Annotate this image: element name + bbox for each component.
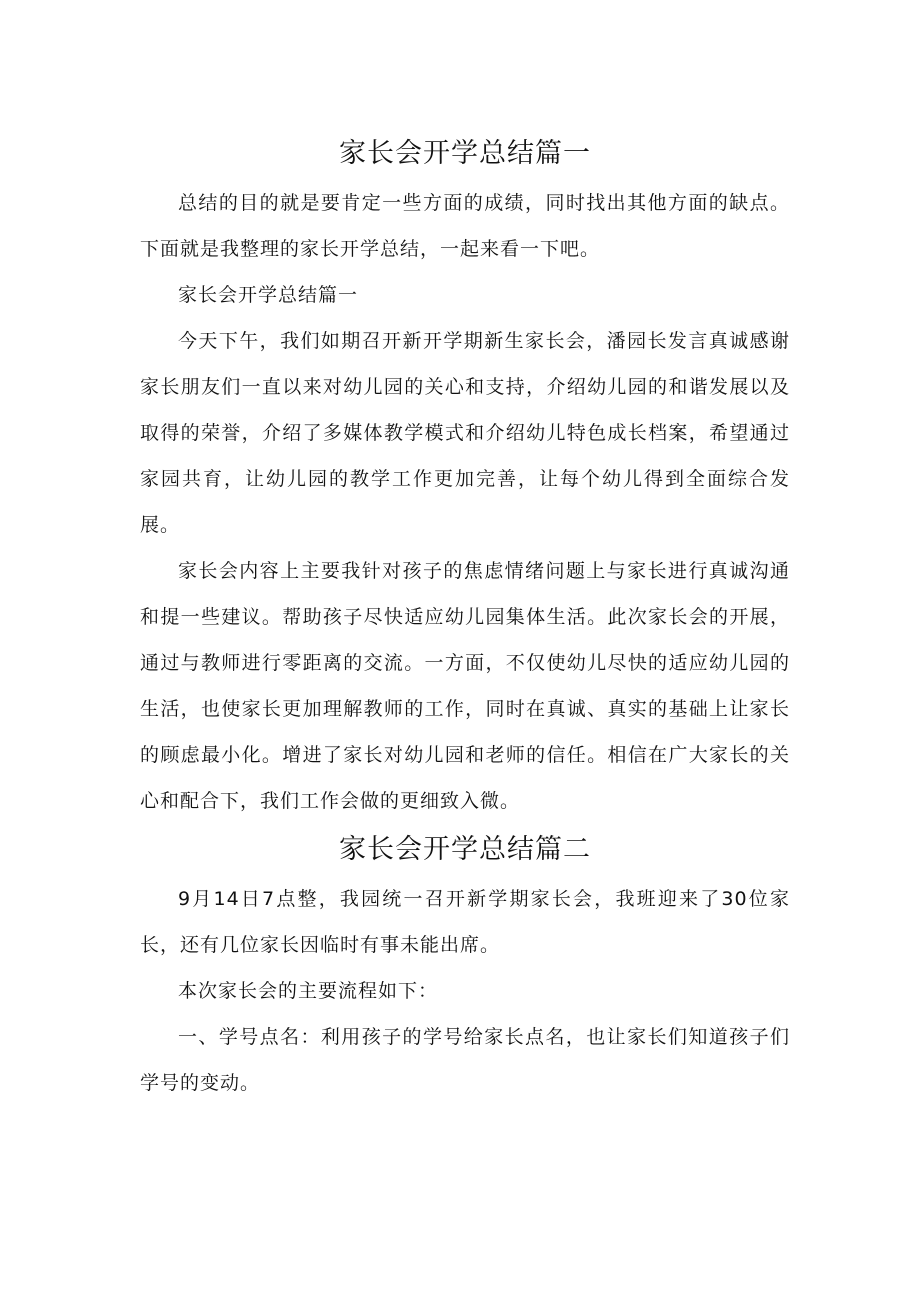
roll-call-paragraph: 一、学号点名：利用孩子的学号给家长点名，也让家长们知道孩子们学号的变动。 bbox=[140, 1026, 790, 1094]
date-attendance-paragraph: 9月14日7点整，我园统一召开新学期家长会，我班迎来了30位家长，还有几位家长因临时有事未能出席。 bbox=[140, 888, 790, 956]
subheading-paragraph: 家长会开学总结篇一 bbox=[178, 284, 359, 306]
section-1-title: 家长会开学总结篇一 bbox=[339, 138, 591, 169]
section-2-title: 家长会开学总结篇二 bbox=[339, 834, 591, 865]
document-page bbox=[140, 128, 790, 1106]
meeting-summary-paragraph: 今天下午，我们如期召开新开学期新生家长会，潘园长发言真诚感谢家长朋友们一直以来对幼儿园的关心和支持，介绍幼儿园的和谐发展以及取得的荣誉，介绍了多媒体教学模式和介绍幼儿特色成长档案，希望通过家园共育，让幼儿园的教学工作更加完善，让每个幼儿得到全面综合发展。 bbox=[140, 330, 790, 536]
meeting-content-paragraph: 家长会内容上主要我针对孩子的焦虑情绪问题上与家长进行真诚沟通和提一些建议。帮助孩子尽快适应幼儿园集体生活。此次家长会的开展，通过与教师进行零距离的交流。一方面，不仅使幼儿尽快的适应幼儿园的生活，也使家长更加理解教师的工作，同时在真诚、真实的基础上让家长的顾虑最小化。增进了家长对幼儿园和老师的信任。相信在广大家长的关心和配合下，我们工作会做的更细致入微。 bbox=[140, 560, 790, 812]
intro-paragraph: 总结的目的就是要肯定一些方面的成绩，同时找出其他方面的缺点。下面就是我整理的家长开学总结，一起来看一下吧。 bbox=[140, 192, 790, 260]
process-intro-paragraph: 本次家长会的主要流程如下： bbox=[178, 980, 439, 1002]
